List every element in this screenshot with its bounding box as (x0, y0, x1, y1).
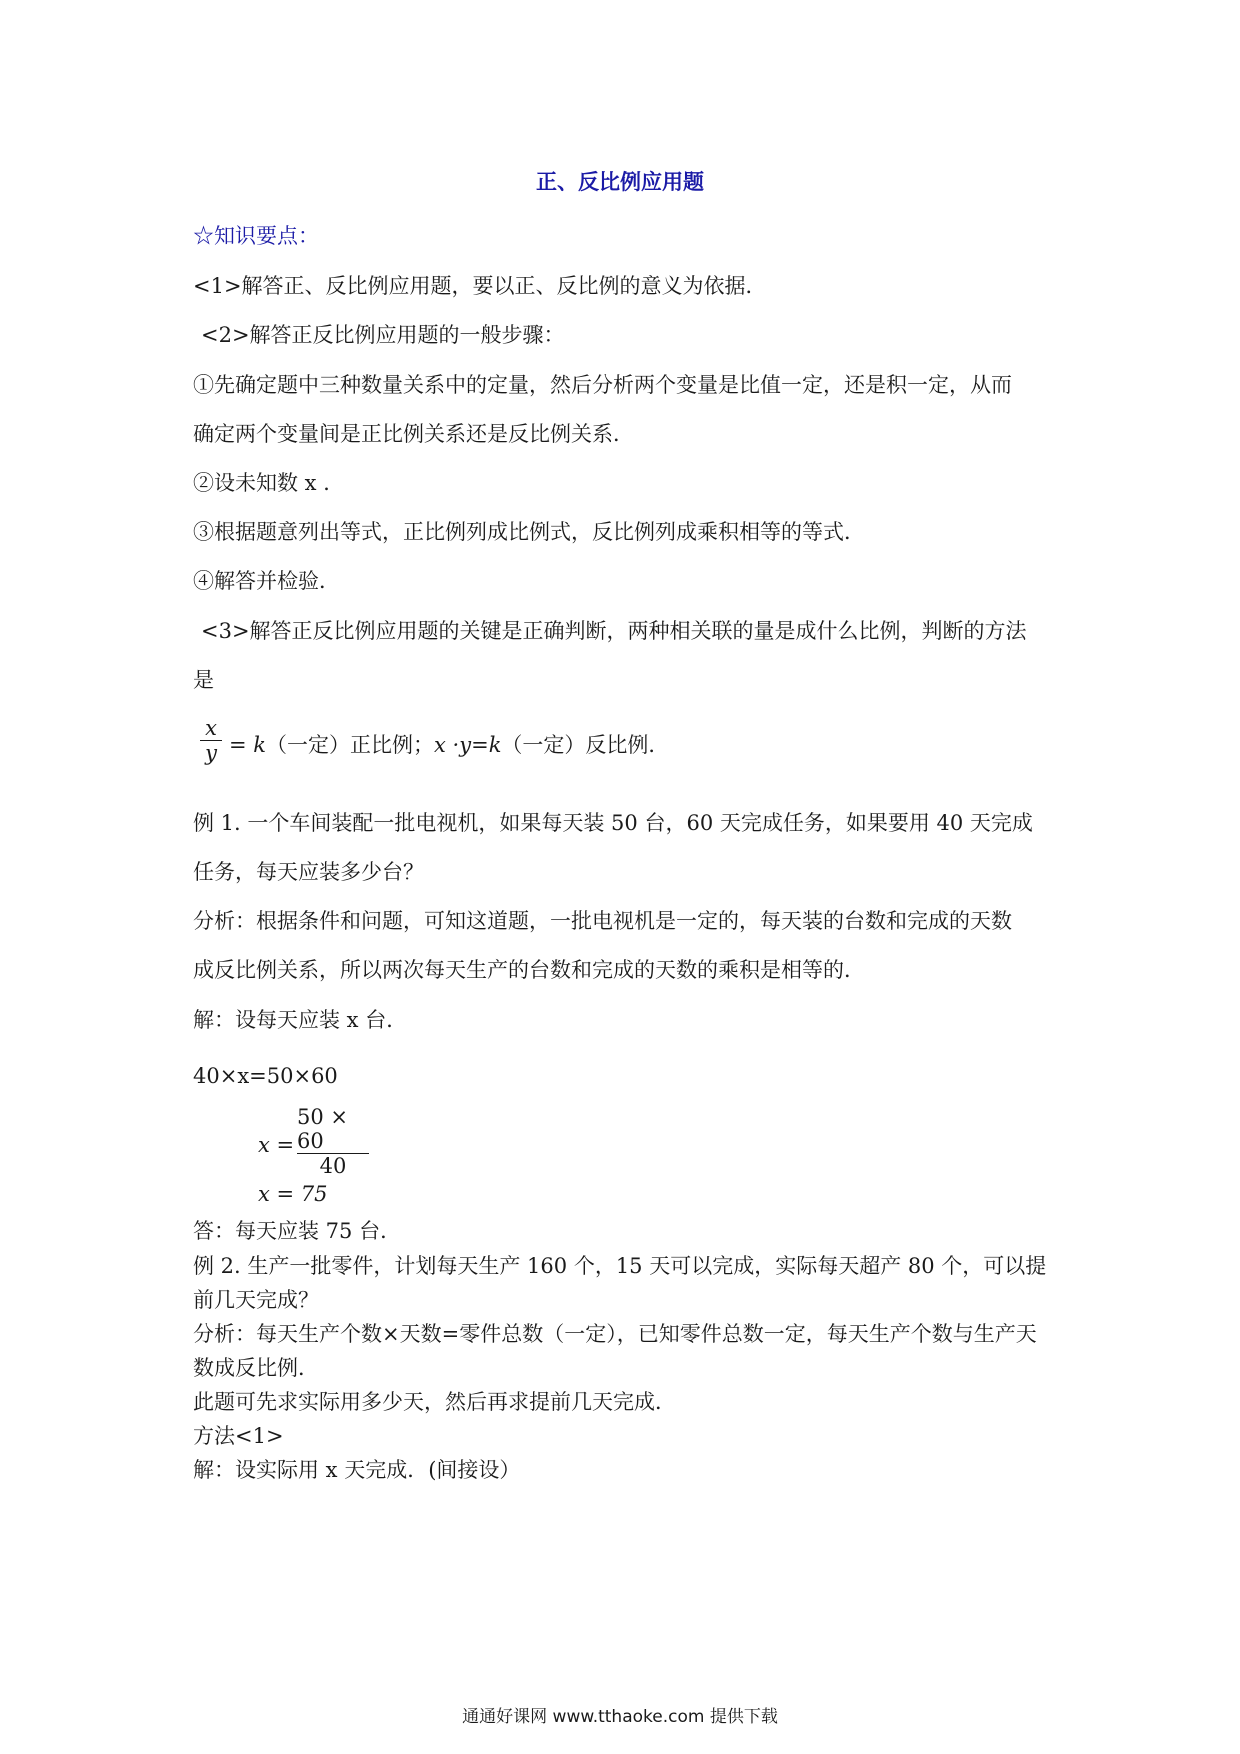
formula-fraction (200, 716, 222, 765)
point-2: <2>解答正反比例应用题的一般步骤： (201, 323, 565, 347)
example-2-method: 方法<1> (193, 1424, 284, 1448)
formula-k1: k (253, 733, 267, 757)
page-title: 正、反比例应用题 (536, 170, 704, 194)
example-2-question-line-1: 例 2. 生产一批零件，计划每天生产 160 个，15 天可以完成，实际每天超产 80 个，可以提 (193, 1254, 1047, 1278)
example-1-equation-1: 40×x=50×60 (193, 1064, 338, 1088)
formula-inverse: （一定）反比例． (501, 733, 670, 757)
example-2-solution: 解：设实际用 x 天完成．(间接设） (193, 1458, 521, 1482)
section-heading: ☆知识要点： (193, 224, 319, 248)
formula-direct: （一定）正比例； (266, 733, 435, 757)
example-1-question-line-1: 例 1. 一个车间装配一批电视机，如果每天装 50 台，60 天完成任务，如果要用 40 天完成 (193, 811, 1033, 835)
step-3: ③根据题意列出等式，正比例列成比例式，反比例列成乘积相等的等式． (193, 520, 865, 544)
formula-denominator: y (205, 741, 217, 765)
footer-text: 通通好课网 www.tthaoke.com 提供下载 (462, 1707, 778, 1727)
formula-rest (229, 731, 669, 759)
example-2-analysis-line-1: 分析：每天生产个数×天数=零件总数（一定），已知零件总数一定，每天生产个数与生产天 (193, 1322, 1037, 1346)
formula-equals: = (229, 733, 247, 757)
example-1-question-line-2: 任务，每天应装多少台？ (193, 860, 424, 884)
formula-numerator: x (205, 716, 217, 740)
step-4: ④解答并检验． (193, 569, 340, 593)
example-1-solution: 解：设每天应装 x 台． (193, 1008, 408, 1032)
example-2-analysis-line-2: 数成反比例． (193, 1356, 319, 1380)
example-1-answer: 答：每天应装 75 台． (193, 1219, 402, 1243)
example-2-analysis-line-3: 此题可先求实际用多少天，然后再求提前几天完成． (193, 1390, 676, 1414)
formula-k2: k (488, 733, 502, 757)
point-3-line-2: 是 (193, 668, 214, 692)
point-1: <1>解答正、反比例应用题，要以正、反比例的意义为依据． (193, 274, 767, 298)
point-3-line-1: <3>解答正反比例应用题的关键是正确判断，两种相关联的量是成什么比例，判断的方法 (201, 619, 1027, 643)
formula-xy: x ·y= (434, 733, 489, 757)
example-1-analysis-line-1: 分析：根据条件和问题，可知这道题，一批电视机是一定的，每天装的台数和完成的天数 (193, 909, 1012, 933)
example-1-equation-2-denominator: 40 (319, 1154, 347, 1178)
example-1-analysis-line-2: 成反比例关系，所以两次每天生产的台数和完成的天数的乘积是相等的． (193, 958, 865, 982)
step-1-line-1: ①先确定题中三种数量关系中的定量，然后分析两个变量是比值一定，还是积一定，从而 (193, 373, 1012, 397)
step-2: ②设未知数 x ． (193, 471, 345, 495)
example-2-question-line-2: 前几天完成？ (193, 1288, 319, 1312)
step-1-line-2: 确定两个变量间是正比例关系还是反比例关系． (193, 422, 634, 446)
example-1-equation-2-fraction (297, 1105, 369, 1178)
example-1-equation-2-lhs: x = (258, 1133, 295, 1157)
example-1-equation-2-numerator: 50 × 60 (297, 1105, 348, 1153)
example-1-equation-3: x = 75 (258, 1182, 328, 1206)
